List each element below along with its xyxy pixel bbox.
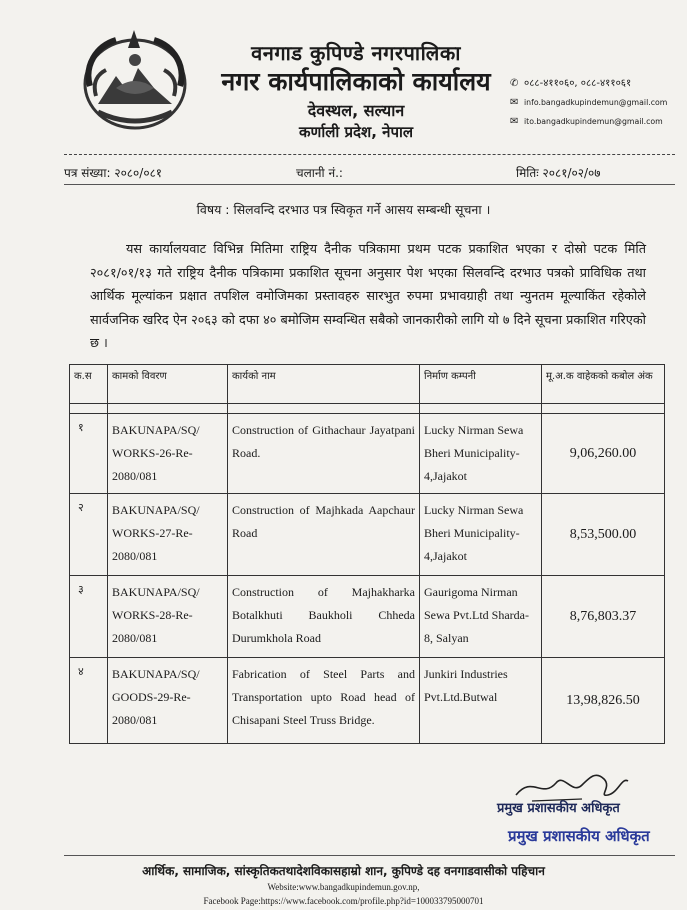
office-name: नगर कार्यपालिकाको कार्यालय: [221, 67, 491, 96]
letter-number: पत्र संख्या: २०८०/०८१: [64, 166, 163, 180]
contact-block: [510, 74, 680, 131]
footer-website: Website:www.bangadkupindemun.gov.np,: [267, 882, 420, 892]
col-company: निर्माण कम्पनी: [420, 365, 542, 404]
mail-icon: ✉: [510, 116, 519, 127]
footer-slogan: आर्थिक, सामाजिक, सांस्कृतिकतथादेशविकासहाम्रो शान, कुपिण्डे दह वनगाडवासीको पहिचान: [142, 864, 545, 878]
table-row: ३ BAKUNAPA/SQ/ WORKS-28-Re-2080/081 Construction of Majhakharka Botalkhuti Baukholi Chheda Durumkhola Road Gaurigoma Nirman Sewa Pvt.Ltd Sharda-8, Salyan 8,76,803.37: [70, 576, 665, 658]
email-row-2: [510, 112, 680, 131]
office-heading: [196, 40, 516, 142]
table-row: २ BAKUNAPA/SQ/ WORKS-27-Re-2080/081 Construction of Majhkada Aapchaur Road Lucky Nirman Sewa Bheri Municipality-4,Jajakot 8,53,500.00: [70, 494, 665, 576]
office-province: कर्णाली प्रदेश, नेपाल: [298, 123, 414, 141]
table-row: ४ BAKUNAPA/SQ/ GOODS-29-Re-2080/081 Fabrication of Steel Parts and Transportation upto Road head of Chisapani Steel Truss Bridge. Junkiri Industries Pvt.Ltd.Butwal 13,98,826.50: [70, 658, 665, 744]
email-row-1: [510, 93, 680, 112]
phone-number: ०८८-४११०६०, ०८८-४११०६१: [524, 78, 632, 89]
notice-body: यस कार्यालयवाट विभिन्न मितिमा राष्ट्रिय दैनीक पत्रिकामा प्रथम पटक प्रकाशित भएका र दोस्रो पटक मिति २०८१/०१/१३ गते राष्ट्रिय दैनीक पत्रिकामा प्रकाशित सूचना अनुसार पेश भएका सिलवन्दि दरभाउ पत्रको प्राविधिक तथा आर्थिक मूल्यांकन प्रक्षात तपशिल वमोजिमका प्रस्तावहरु सारभुत रुपमा प्रभावग्राही तथा न्युनतम मूल्याकिंत रहेकोले सार्वजनिक खरिद ऐन २०६३ को दफा ४० बमोजिम सम्वन्धित सबैको जानकारीको लागि यो ७ दिने सूचना प्रकाशित गरिएको छ ।: [90, 242, 646, 351]
email-info: info.bangadkupindemun@gmail.com: [524, 98, 668, 107]
municipality-name: वनगाड कुपिण्डे नगरपालिका: [251, 41, 461, 65]
nepal-emblem-logo: [76, 26, 194, 134]
letter-date: मितिः २०८१/०२/०७: [516, 166, 601, 180]
signatory-stamp: प्रमुख प्रशासकीय अधिकृत: [508, 827, 650, 845]
office-address: देवस्थल, सल्यान: [307, 101, 405, 120]
footer-facebook: Facebook Page:https://www.facebook.com/profile.php?id=100033795000701: [203, 896, 484, 906]
dispatch-number: चलानी नं.:: [296, 166, 343, 180]
phone-icon: ✆: [510, 78, 519, 89]
notice-subject: विषय : सिलवन्दि दरभाउ पत्र स्विकृत गर्ने आसय सम्बन्धी सूचना ।: [196, 202, 491, 217]
header-divider: [64, 154, 675, 155]
footer-divider: [64, 855, 675, 856]
signatory-name: प्रमुख प्रशासकीय अधिकृत: [497, 801, 620, 816]
table-row: १ BAKUNAPA/SQ/ WORKS-26-Re-2080/081 Construction of Githachaur Jayatpani Road. Lucky Nirman Sewa Bheri Municipality-4,Jajakot 9,06,260.00: [70, 414, 665, 494]
mail-icon: ✉: [510, 97, 519, 108]
col-sn: क.स: [70, 365, 108, 404]
col-amount: मू.अ.क वाहेकको कबोल अंक: [542, 365, 665, 404]
phone-row: [510, 74, 680, 93]
bid-table: [69, 364, 665, 744]
reference-divider: [64, 184, 675, 185]
col-work-name: कार्यको नाम: [228, 365, 420, 404]
col-work-ref: कामको विवरण: [108, 365, 228, 404]
reference-row: [64, 160, 657, 182]
email-it: ito.bangadkupindemun@gmail.com: [524, 117, 663, 126]
